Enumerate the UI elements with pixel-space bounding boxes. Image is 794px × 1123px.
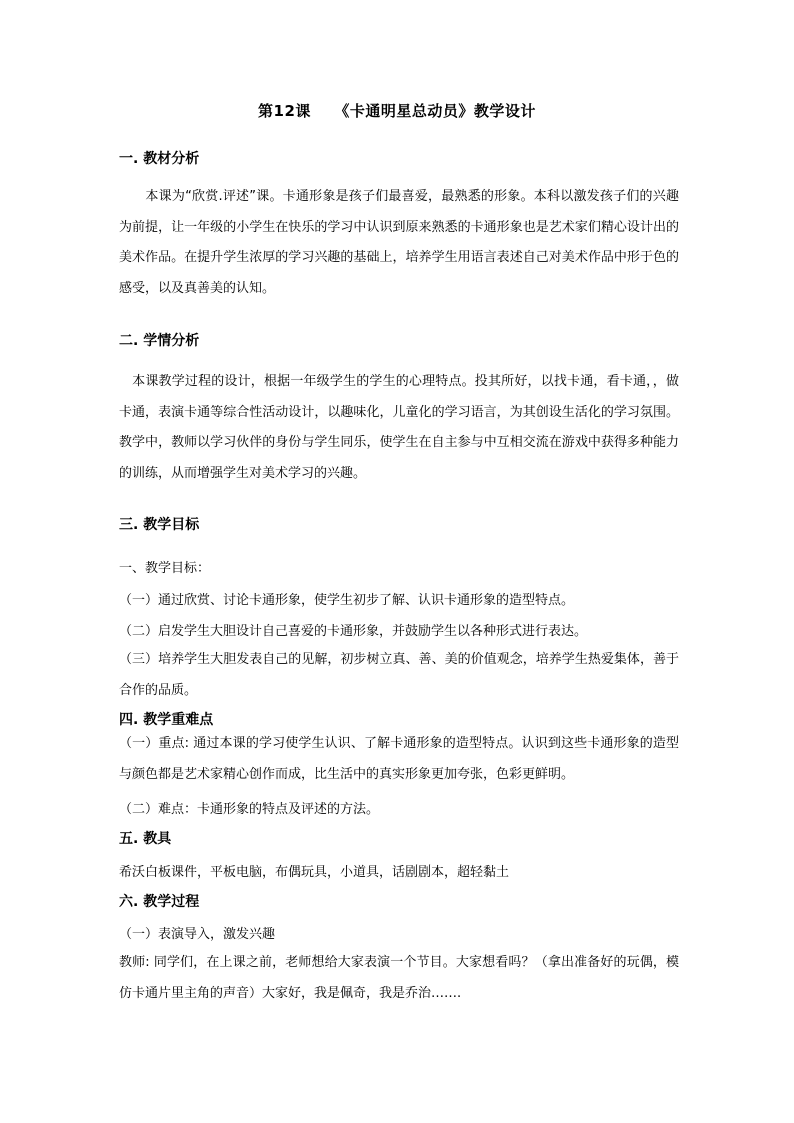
keypoint-difficult: （二）难点：卡通形象的特点及评述的方法。 xyxy=(119,802,380,817)
page-title: 第12课 《卡通明星总动员》教学设计 xyxy=(258,102,536,120)
goal-item-1: （一）通过欣赏、讨论卡通形象，使学生初步了解、认识卡通形象的造型特点。 xyxy=(119,593,575,608)
goal-item-2: （二）启发学生大胆设计自己喜爱的卡通形象，并鼓励学生以各种形式进行表达。 xyxy=(119,624,588,639)
section-body-students: 本课教学过程的设计，根据一年级学生的学生的心理特点。投其所好，以找卡通，看卡通，，做卡通，表演卡通等综合性活动设计，以趣味化，儿童化的学习语言，为其创设生活化的学习氛围。教学中，教师以学习伙伴的身份与学生同乐，使学生在自主参与中互相交流在游戏中获得多种能力的训练，从而增强学生对美术学习的兴趣。 xyxy=(119,374,679,481)
section-body-tools: 希沃白板课件，平板电脑，布偶玩具，小道具，话剧剧本，超轻黏土 xyxy=(119,865,510,880)
keypoint-main: （一）重点: 通过本课的学习使学生认识、了解卡通形象的造型特点。认识到这些卡通形象的造型与颜色都是艺术家精心创作而成，比生活中的真实形象更加夸张，色彩更鲜明。 xyxy=(119,736,679,782)
section-heading-students: 二. 学情分析 xyxy=(119,333,200,349)
goals-intro: 一、教学目标： xyxy=(119,561,211,576)
section-heading-materials: 一. 教材分析 xyxy=(119,151,200,167)
process-body: 教师: 同学们，在上课之前，老师想给大家表演一个节目。大家想看吗？（拿出准备好的玩偶，模仿卡通片里主角的声音）大家好，我是佩奇，我是乔治……. xyxy=(119,955,679,1001)
section-heading-process: 六. 教学过程 xyxy=(119,894,200,910)
goal-item-3: （三）培养学生大胆发表自己的见解，初步树立真、善、美的价值观念，培养学生热爱集体，善于合作的品质。 xyxy=(119,652,679,698)
section-heading-keypoints: 四. 教学重难点 xyxy=(119,712,214,728)
process-subheading: （一）表演导入，激发兴趣 xyxy=(119,927,276,942)
section-body-materials: 本课为“欣赏.评述”课。卡通形象是孩子们最喜爱，最熟悉的形象。本科以激发孩子们的兴趣为前提，让一年级的小学生在快乐的学习中认识到原来熟悉的卡通形象也是艺术家们精心设计出的美术作品。在提升学生浓厚的学习兴趣的基础上，培养学生用语言表述自己对美术作品中形于色的感受，以及真善美的认知。 xyxy=(119,189,679,296)
section-heading-goals: 三. 教学目标 xyxy=(119,517,200,533)
section-heading-tools: 五. 教具 xyxy=(119,831,172,847)
